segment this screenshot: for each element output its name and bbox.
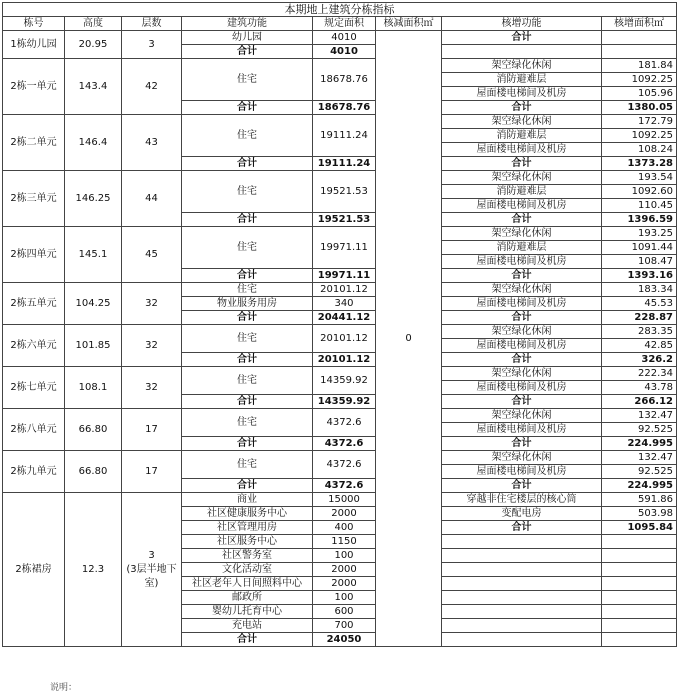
function-area: 600 <box>313 605 376 619</box>
building-row <box>3 451 677 465</box>
building-floors: 42 <box>122 59 182 115</box>
building-floors: 43 <box>122 115 182 171</box>
core-add-subtotal-area: 1373.28 <box>602 157 677 171</box>
core-add-subtotal-area: 1396.59 <box>602 213 677 227</box>
core-add-subtotal-label: 合计 <box>442 157 602 171</box>
empty-cell <box>442 591 602 605</box>
core-add-area: 1092.25 <box>602 129 677 143</box>
empty-cell <box>602 633 677 647</box>
header-building-no: 栋号 <box>3 17 65 31</box>
core-add-function: 屋面楼电梯间及机房 <box>442 465 602 479</box>
building-id: 2栋三单元 <box>3 171 65 227</box>
building-height: 101.85 <box>65 325 122 367</box>
function-area: 2000 <box>313 577 376 591</box>
core-add-function: 屋面楼电梯间及机房 <box>442 381 602 395</box>
function-area: 20101.12 <box>313 325 376 353</box>
function-area: 1150 <box>313 535 376 549</box>
building-height: 143.4 <box>65 59 122 115</box>
building-id: 2栋七单元 <box>3 367 65 409</box>
core-add-subtotal-area: 266.12 <box>602 395 677 409</box>
core-add-function: 消防避难层 <box>442 185 602 199</box>
building-row <box>3 171 677 185</box>
subtotal-area: 20441.12 <box>313 311 376 325</box>
function-area: 400 <box>313 521 376 535</box>
core-add-function: 消防避难层 <box>442 73 602 87</box>
core-add-area: 132.47 <box>602 451 677 465</box>
core-add-area: 1091.44 <box>602 241 677 255</box>
building-id: 1栋幼儿园 <box>3 31 65 59</box>
core-add-subtotal-area: 1380.05 <box>602 101 677 115</box>
building-floors: 32 <box>122 367 182 409</box>
function-area: 100 <box>313 549 376 563</box>
building-row <box>3 31 677 45</box>
building-row <box>3 283 677 297</box>
building-id: 2栋一单元 <box>3 59 65 115</box>
building-id: 2栋九单元 <box>3 451 65 493</box>
table-title: 本期地上建筑分栋指标 <box>3 3 677 17</box>
core-add-function: 架空绿化休闲 <box>442 115 602 129</box>
core-add-area: 591.86 <box>602 493 677 507</box>
core-add-area: 1092.25 <box>602 73 677 87</box>
core-add-area: 92.525 <box>602 465 677 479</box>
function-name: 住宅 <box>182 283 313 297</box>
core-add-function: 架空绿化休闲 <box>442 227 602 241</box>
building-row <box>3 409 677 423</box>
building-id: 2栋裙房 <box>3 493 65 647</box>
building-id: 2栋五单元 <box>3 283 65 325</box>
header-floors: 层数 <box>122 17 182 31</box>
header-height: 高度 <box>65 17 122 31</box>
empty-cell <box>602 45 677 59</box>
building-id: 2栋八单元 <box>3 409 65 451</box>
core-add-function: 屋面楼电梯间及机房 <box>442 199 602 213</box>
core-add-area: 222.34 <box>602 367 677 381</box>
building-row <box>3 59 677 73</box>
empty-cell <box>602 591 677 605</box>
core-add-subtotal-area <box>602 31 677 45</box>
core-add-subtotal-label: 合计 <box>442 521 602 535</box>
building-floors: 32 <box>122 325 182 367</box>
building-row <box>3 325 677 339</box>
subtotal-label: 合计 <box>182 101 313 115</box>
core-add-function: 屋面楼电梯间及机房 <box>442 87 602 101</box>
subtotal-label: 合计 <box>182 479 313 493</box>
core-add-area: 110.45 <box>602 199 677 213</box>
function-name: 邮政所 <box>182 591 313 605</box>
core-add-area: 42.85 <box>602 339 677 353</box>
core-add-area: 283.35 <box>602 325 677 339</box>
core-add-subtotal-area: 326.2 <box>602 353 677 367</box>
subtotal-area: 19971.11 <box>313 269 376 283</box>
function-area: 2000 <box>313 563 376 577</box>
function-name: 住宅 <box>182 171 313 213</box>
function-name: 社区服务中心 <box>182 535 313 549</box>
core-add-subtotal-area: 1393.16 <box>602 269 677 283</box>
core-add-function: 架空绿化休闲 <box>442 171 602 185</box>
building-height: 146.25 <box>65 171 122 227</box>
empty-cell <box>442 605 602 619</box>
empty-cell <box>442 535 602 549</box>
core-add-function: 架空绿化休闲 <box>442 325 602 339</box>
empty-cell <box>442 619 602 633</box>
function-area: 2000 <box>313 507 376 521</box>
empty-cell <box>602 563 677 577</box>
header-area: 规定面积 <box>313 17 376 31</box>
core-add-subtotal-label: 合计 <box>442 479 602 493</box>
building-floors: 3 <box>122 31 182 59</box>
subtotal-label: 合计 <box>182 633 313 647</box>
core-add-subtotal-area: 228.87 <box>602 311 677 325</box>
function-name: 住宅 <box>182 409 313 437</box>
building-id: 2栋六单元 <box>3 325 65 367</box>
empty-cell <box>442 549 602 563</box>
header-core-add-function: 核增功能 <box>442 17 602 31</box>
core-add-subtotal-label: 合计 <box>442 311 602 325</box>
building-height: 146.4 <box>65 115 122 171</box>
core-add-subtotal-area: 224.995 <box>602 479 677 493</box>
core-add-subtotal-area: 1095.84 <box>602 521 677 535</box>
function-name: 住宅 <box>182 115 313 157</box>
subtotal-label: 合计 <box>182 353 313 367</box>
subtotal-area: 4010 <box>313 45 376 59</box>
function-name: 婴幼儿托育中心 <box>182 605 313 619</box>
subtotal-label: 合计 <box>182 213 313 227</box>
function-name: 住宅 <box>182 367 313 395</box>
building-floors: 3 (3层半地下室) <box>122 493 182 647</box>
core-add-subtotal-label: 合计 <box>442 101 602 115</box>
function-name: 社区管理用房 <box>182 521 313 535</box>
building-height: 66.80 <box>65 451 122 493</box>
core-add-area: 105.96 <box>602 87 677 101</box>
building-floors: 17 <box>122 409 182 451</box>
core-add-subtotal-label: 合计 <box>442 353 602 367</box>
function-area: 700 <box>313 619 376 633</box>
core-add-subtotal-label: 合计 <box>442 437 602 451</box>
subtotal-label: 合计 <box>182 269 313 283</box>
core-add-function: 架空绿化休闲 <box>442 59 602 73</box>
subtotal-area: 4372.6 <box>313 479 376 493</box>
function-area: 340 <box>313 297 376 311</box>
core-add-subtotal-area: 224.995 <box>602 437 677 451</box>
core-add-function: 架空绿化休闲 <box>442 451 602 465</box>
building-row <box>3 227 677 241</box>
function-name: 充电站 <box>182 619 313 633</box>
subtotal-area: 19111.24 <box>313 157 376 171</box>
empty-cell <box>602 549 677 563</box>
building-floors: 32 <box>122 283 182 325</box>
empty-cell <box>602 619 677 633</box>
function-name: 文化活动室 <box>182 563 313 577</box>
function-name: 住宅 <box>182 59 313 101</box>
function-area: 19521.53 <box>313 171 376 213</box>
building-row <box>3 367 677 381</box>
subtotal-area: 20101.12 <box>313 353 376 367</box>
core-add-function: 屋面楼电梯间及机房 <box>442 423 602 437</box>
function-area: 4372.6 <box>313 451 376 479</box>
function-name: 社区健康服务中心 <box>182 507 313 521</box>
function-name: 商业 <box>182 493 313 507</box>
subtotal-area: 19521.53 <box>313 213 376 227</box>
core-add-function: 屋面楼电梯间及机房 <box>442 255 602 269</box>
core-add-area: 183.34 <box>602 283 677 297</box>
core-add-function: 屋面楼电梯间及机房 <box>442 143 602 157</box>
core-add-function: 屋面楼电梯间及机房 <box>442 339 602 353</box>
building-height: 20.95 <box>65 31 122 59</box>
subtotal-label: 合计 <box>182 437 313 451</box>
function-area: 14359.92 <box>313 367 376 395</box>
core-add-subtotal-label: 合计 <box>442 269 602 283</box>
function-area: 20101.12 <box>313 283 376 297</box>
building-row <box>3 115 677 129</box>
function-area: 4372.6 <box>313 409 376 437</box>
function-name: 住宅 <box>182 227 313 269</box>
core-add-function: 消防避难层 <box>442 241 602 255</box>
function-name: 社区老年人日间照料中心 <box>182 577 313 591</box>
function-area: 100 <box>313 591 376 605</box>
building-height: 145.1 <box>65 227 122 283</box>
header-core-add-area: 核增面积㎡ <box>602 17 677 31</box>
header-core-reduction: 核减面积㎡ <box>376 17 442 31</box>
core-add-area: 181.84 <box>602 59 677 73</box>
core-add-function: 穿越非住宅楼层的核心筒 <box>442 493 602 507</box>
core-add-area: 193.54 <box>602 171 677 185</box>
core-add-area: 1092.60 <box>602 185 677 199</box>
building-floors: 45 <box>122 227 182 283</box>
function-name: 住宅 <box>182 451 313 479</box>
core-add-function: 消防避难层 <box>442 129 602 143</box>
core-add-area: 92.525 <box>602 423 677 437</box>
core-add-area: 193.25 <box>602 227 677 241</box>
core-add-area: 108.47 <box>602 255 677 269</box>
subtotal-label: 合计 <box>182 311 313 325</box>
building-index-table <box>2 2 677 647</box>
core-add-area: 503.98 <box>602 507 677 521</box>
function-name: 物业服务用房 <box>182 297 313 311</box>
function-name: 社区警务室 <box>182 549 313 563</box>
footnote: 说明： <box>50 683 78 693</box>
function-area: 15000 <box>313 493 376 507</box>
building-height: 12.3 <box>65 493 122 647</box>
empty-cell <box>442 633 602 647</box>
core-add-area: 45.53 <box>602 297 677 311</box>
core-add-function: 变配电房 <box>442 507 602 521</box>
subtotal-area: 18678.76 <box>313 101 376 115</box>
building-height: 104.25 <box>65 283 122 325</box>
core-add-area: 172.79 <box>602 115 677 129</box>
core-add-area: 108.24 <box>602 143 677 157</box>
core-add-subtotal-label: 合计 <box>442 213 602 227</box>
building-id: 2栋二单元 <box>3 115 65 171</box>
header-function: 建筑功能 <box>182 17 313 31</box>
subtotal-label: 合计 <box>182 395 313 409</box>
core-add-subtotal-label: 合计 <box>442 395 602 409</box>
core-add-function: 架空绿化休闲 <box>442 367 602 381</box>
core-add-function: 屋面楼电梯间及机房 <box>442 297 602 311</box>
empty-cell <box>602 535 677 549</box>
building-height: 108.1 <box>65 367 122 409</box>
core-add-area: 132.47 <box>602 409 677 423</box>
function-area: 18678.76 <box>313 59 376 101</box>
building-floors: 17 <box>122 451 182 493</box>
building-height: 66.80 <box>65 409 122 451</box>
subtotal-area: 24050 <box>313 633 376 647</box>
empty-cell <box>602 577 677 591</box>
core-add-function: 架空绿化休闲 <box>442 409 602 423</box>
core-add-subtotal-label: 合计 <box>442 31 602 45</box>
podium-row <box>3 493 677 507</box>
function-name: 幼儿园 <box>182 31 313 45</box>
subtotal-area: 14359.92 <box>313 395 376 409</box>
building-id: 2栋四单元 <box>3 227 65 283</box>
core-reduction-value: 0 <box>376 31 442 647</box>
empty-cell <box>602 605 677 619</box>
function-area: 4010 <box>313 31 376 45</box>
function-name: 住宅 <box>182 325 313 353</box>
core-add-function: 架空绿化休闲 <box>442 283 602 297</box>
subtotal-label: 合计 <box>182 45 313 59</box>
subtotal-label: 合计 <box>182 157 313 171</box>
subtotal-area: 4372.6 <box>313 437 376 451</box>
building-floors: 44 <box>122 171 182 227</box>
core-add-area: 43.78 <box>602 381 677 395</box>
empty-cell <box>442 45 602 59</box>
empty-cell <box>442 577 602 591</box>
empty-cell <box>442 563 602 577</box>
function-area: 19971.11 <box>313 227 376 269</box>
function-area: 19111.24 <box>313 115 376 157</box>
